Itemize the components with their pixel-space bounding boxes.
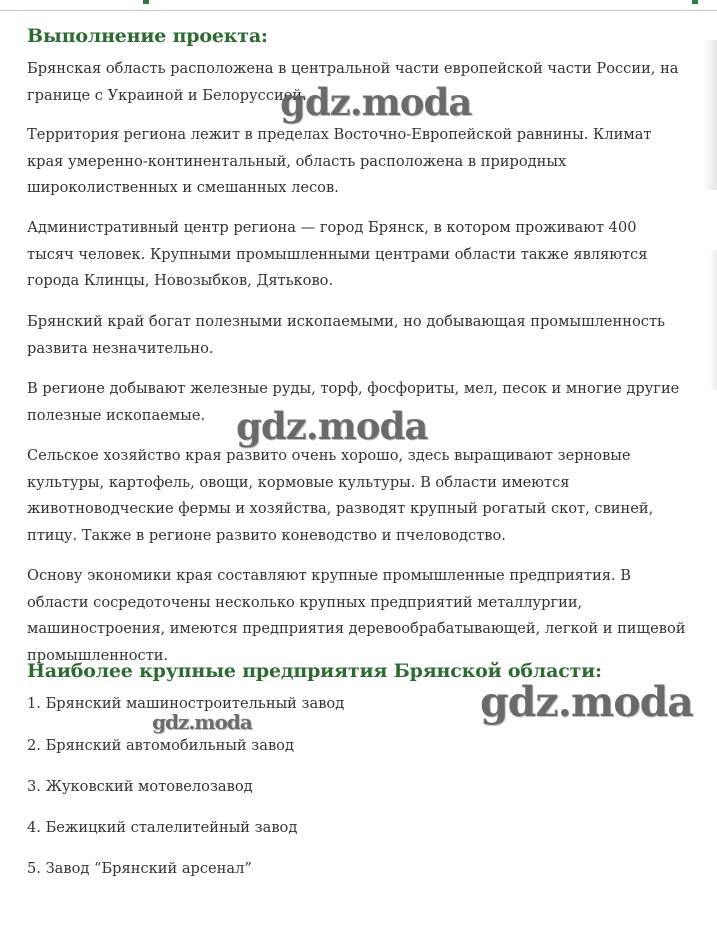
list-item: 3. Жуковский мотовелозавод	[27, 778, 253, 795]
paragraph-mining: В регионе добывают железные руды, торф, фосфориты, мел, песок и многие другие полезные ископаемые.	[27, 380, 680, 424]
watermark: gdz.moda	[280, 80, 472, 124]
paragraph-agriculture: Сельское хозяйство края развито очень хорошо, здесь выращивают зерновые культуры, картофель, овощи, кормовые культуры. В области имеются животноводческие фермы и хозяйства, разводят крупный рогатый скот, свиней, птицу. Также в регионе развито коневодство и пчеловодство.	[27, 447, 654, 544]
list-item: 5. Завод “Брянский арсенал”	[27, 860, 252, 877]
watermark: gdz.moda	[480, 678, 693, 726]
page-edge-shadow	[703, 40, 717, 190]
section-heading-project: Выполнение проекта:	[27, 25, 268, 47]
paragraph-admin-center: Административный центр региона — город Брянск, в котором проживают 400 тысяч человек. Крупными промышленными центрами области также являются города Клинцы, Новозыбков, Дятьково.	[27, 219, 648, 289]
list-item: 4. Бежицкий сталелитейный завод	[27, 819, 298, 836]
paragraph-territory: Территория региона лежит в пределах Восточно-Европейской равнины. Климат края умеренно-континентальный, область расположена в природных широколиственных и смешанных лесов.	[27, 126, 652, 196]
list-item: 2. Брянский автомобильный завод	[27, 737, 294, 754]
section-heading-enterprises: Наиболее крупные предприятия Брянской области:	[27, 660, 602, 682]
top-accent-mark	[143, 0, 149, 4]
paragraph-location: Брянская область расположена в центральной части европейской части России, на границе с Украиной и Белоруссией.	[27, 60, 679, 104]
paragraph-resources: Брянский край богат полезными ископаемыми, но добывающая промышленность развита незначительно.	[27, 313, 665, 357]
list-item: 1. Брянский машиностроительный завод	[27, 695, 345, 712]
watermark: gdz.moda	[152, 710, 252, 734]
top-divider	[0, 10, 717, 11]
paragraph-economy: Основу экономики края составляют крупные промышленные предприятия. В области сосредоточены несколько крупных предприятий металлургии, машиностроения, имеются предприятия деревообрабатывающей, легкой и пищевой промышленности.	[27, 567, 686, 664]
watermark: gdz.moda	[236, 404, 428, 448]
page-edge-shadow-lower	[709, 250, 717, 390]
top-accent-mark-right	[692, 0, 698, 4]
